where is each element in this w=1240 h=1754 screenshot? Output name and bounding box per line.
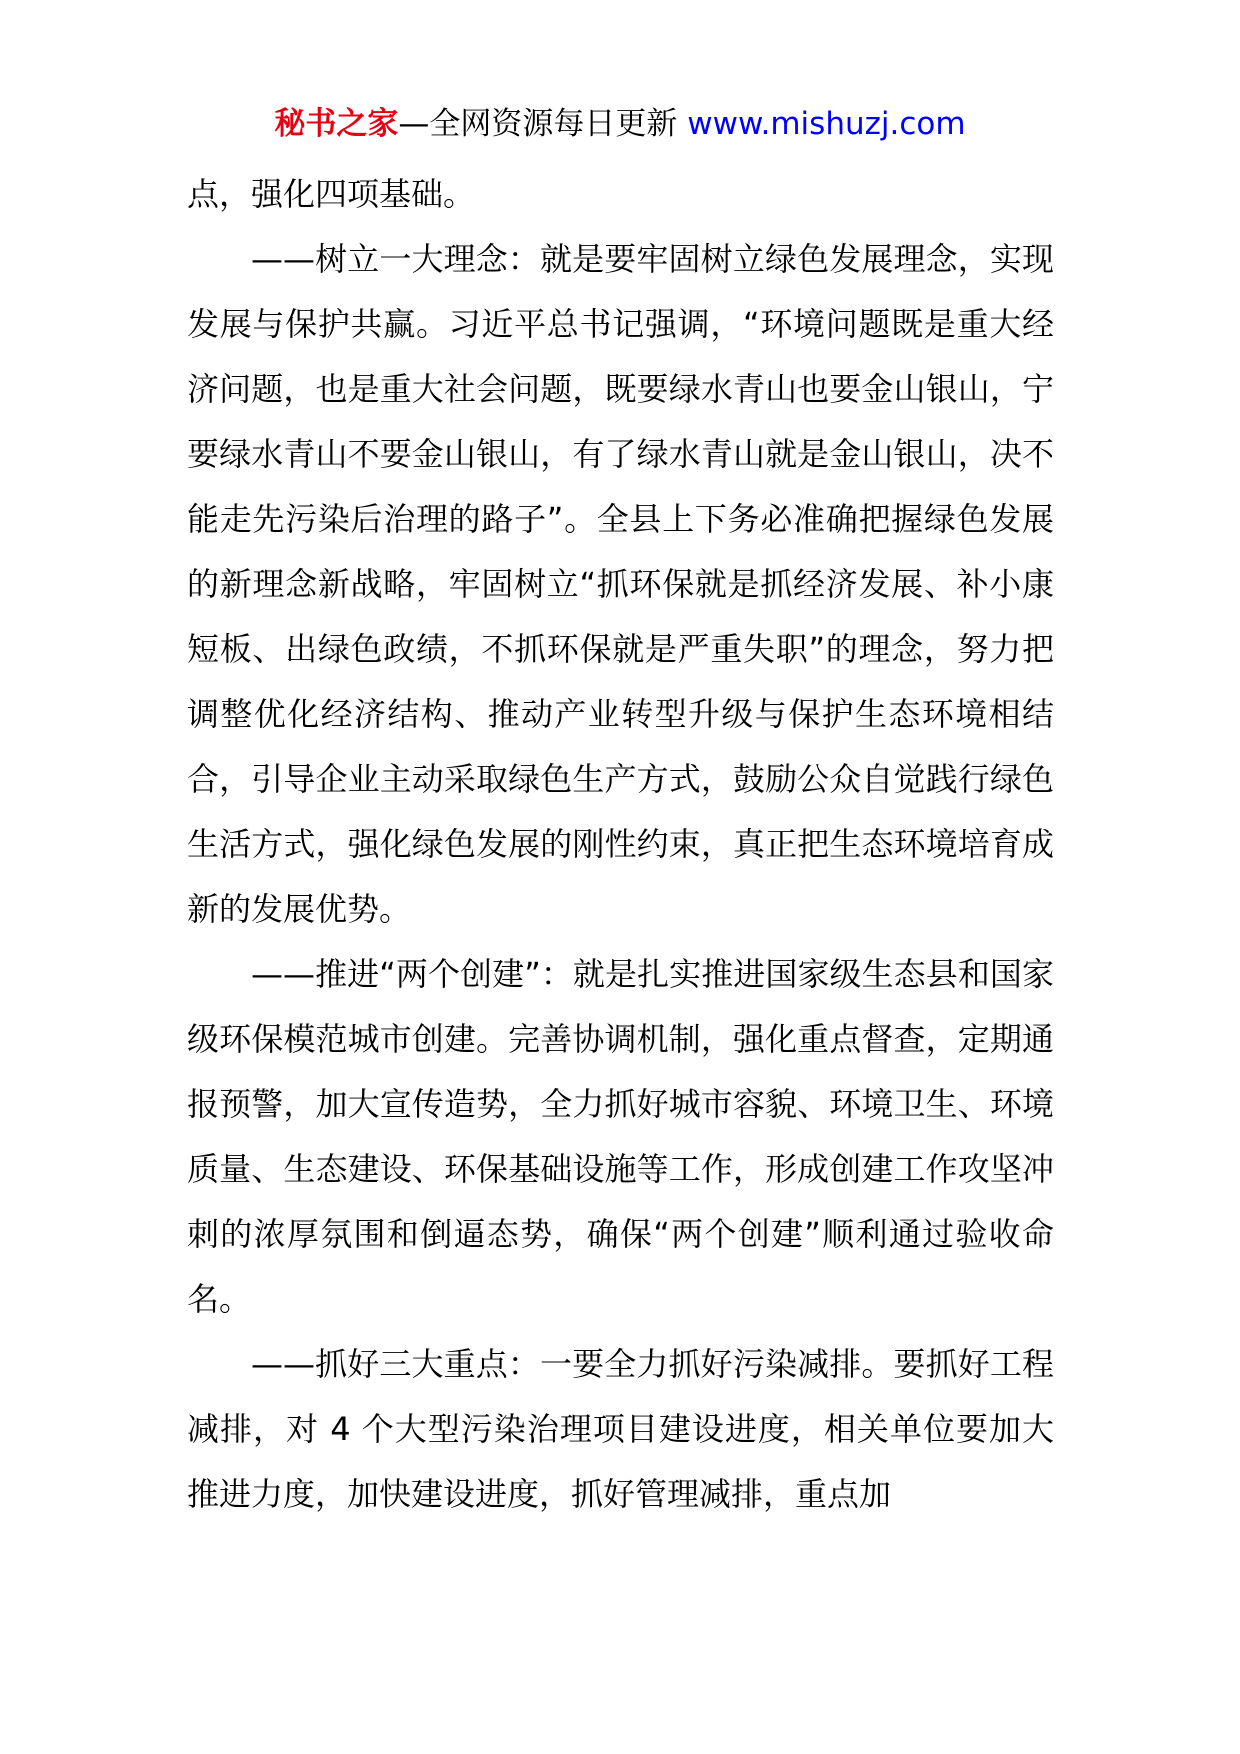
- paragraph-three-key-points: ——抓好三大重点：一要全力抓好污染减排。要抓好工程减排，对 4 个大型污染治理项目建设进度，相关单位要加大推进力度，加快建设进度，抓好管理减排，重点加: [187, 1345, 1054, 1513]
- paragraph-continuation: 点，强化四项基础。: [187, 175, 476, 213]
- document-body: [187, 162, 1054, 1527]
- site-url-link[interactable]: www.mishuzj.com: [687, 106, 966, 142]
- paragraph-green-development-concept: ——树立一大理念：就是要牢固树立绿色发展理念，实现发展与保护共赢。习近平总书记强调，“环境问题既是重大经济问题，也是重大社会问题，既要绿水青山也要金山银山，宁要绿水青山不要金山银山，有了绿水青山就是金山银山，决不能走先污染后治理的路子”。全县上下务必准确把握绿色发展的新理念新战略，牢固树立“抓环保就是抓经济发展、补小康短板、出绿色政绩，不抓环保就是严重失职”的理念，努力把调整优化经济结构、推动产业转型升级与保护生态环境相结合，引导企业主动采取绿色生产方式，鼓励公众自觉践行绿色生活方式，强化绿色发展的刚性约束，真正把生态环境培育成新的发展优势。: [187, 240, 1054, 928]
- site-header: [0, 102, 1240, 146]
- brand-name: 秘书之家: [274, 106, 399, 142]
- paragraph-two-creations: ——推进“两个创建”：就是扎实推进国家级生态县和国家级环保模范城市创建。完善协调机制，强化重点督查，定期通报预警，加大宣传造势，全力抓好城市容貌、环境卫生、环境质量、生态建设、环保基础设施等工作，形成创建工作攻坚冲刺的浓厚氛围和倒逼态势，确保“两个创建”顺利通过验收命名。: [187, 955, 1054, 1318]
- header-tagline: —全网资源每日更新: [398, 106, 678, 142]
